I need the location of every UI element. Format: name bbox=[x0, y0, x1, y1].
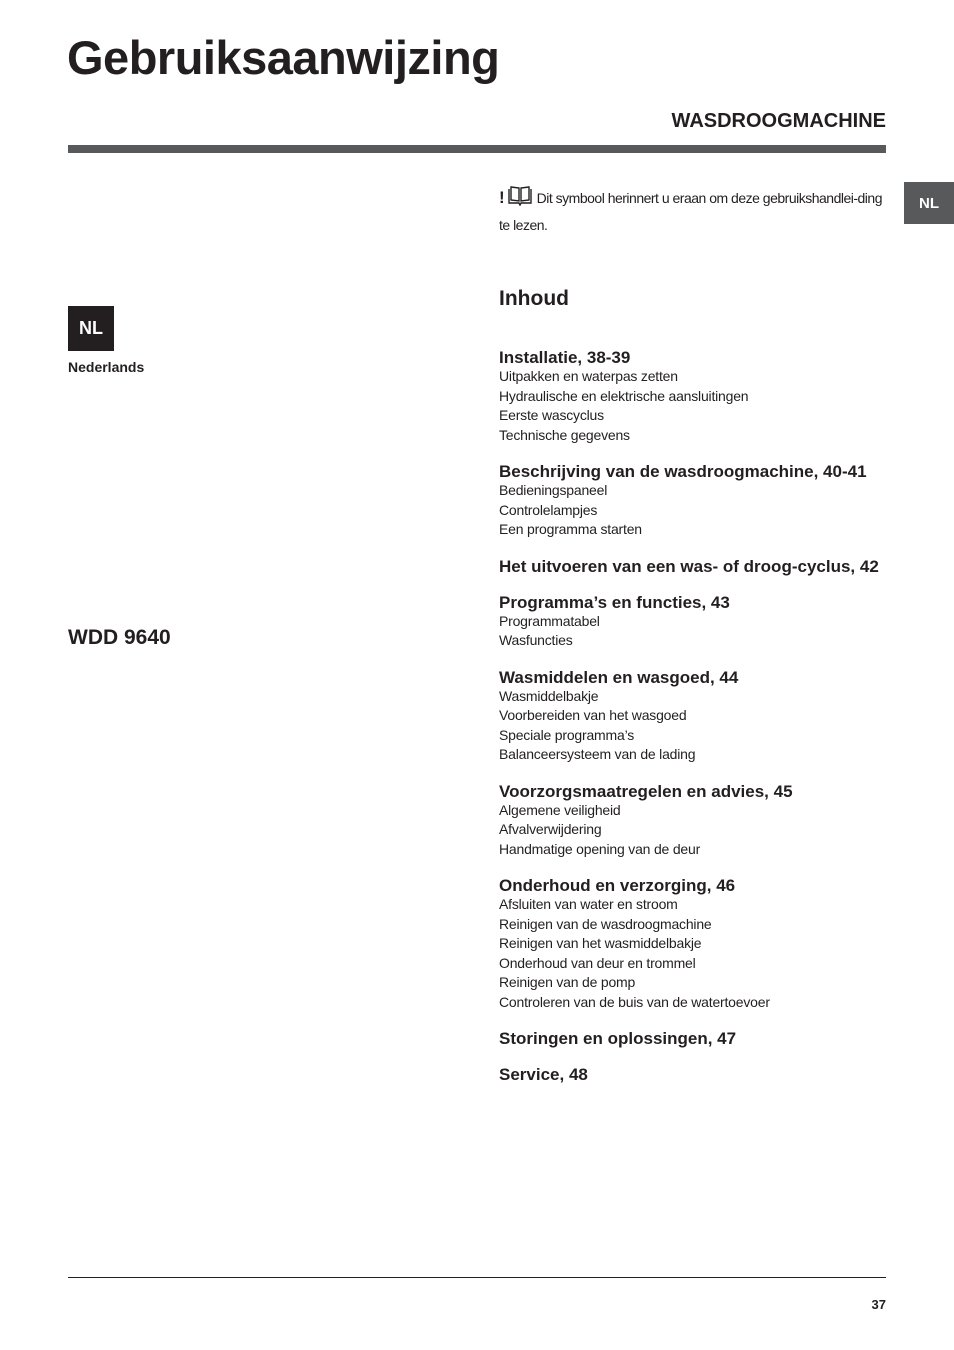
header-rule bbox=[68, 145, 886, 153]
toc-item: Uitpakken en waterpas zetten bbox=[499, 368, 678, 384]
language-name: Nederlands bbox=[68, 359, 145, 375]
notice-text: Dit symbool herinnert u eraan om deze gebruikshandlei-ding te lezen. bbox=[499, 190, 882, 233]
toc-item: Speciale programma’s bbox=[499, 726, 635, 743]
toc-item: Onderhoud van deur en trommel bbox=[499, 954, 696, 971]
side-tab-label: NL bbox=[919, 194, 939, 212]
toc-section bbox=[499, 668, 889, 765]
toc-section bbox=[499, 557, 889, 576]
toc-item: Eerste wascyclus bbox=[499, 407, 604, 423]
toc-item: Technische gegevens bbox=[499, 426, 630, 443]
toc-section bbox=[499, 1029, 889, 1048]
toc-section-title: Beschrijving van de wasdroogmachine, 40-41 bbox=[499, 462, 867, 481]
toc-item: Afvalverwijdering bbox=[499, 821, 602, 837]
toc-section bbox=[499, 1065, 889, 1084]
book-icon bbox=[507, 186, 533, 206]
language-side-tab bbox=[904, 182, 954, 224]
toc-section-title: Wasmiddelen en wasgoed, 44 bbox=[499, 667, 739, 687]
toc-item: Hydraulische en elektrische aansluitingen bbox=[499, 387, 749, 404]
toc-item: Reinigen van de pomp bbox=[499, 974, 636, 990]
toc-item: Bedieningspaneel bbox=[499, 482, 608, 498]
toc-section bbox=[499, 593, 889, 651]
toc-section-title: Service, 48 bbox=[499, 1065, 588, 1084]
toc-item: Een programma starten bbox=[499, 521, 642, 537]
toc-item: Reinigen van het wasmiddelbakje bbox=[499, 935, 702, 951]
toc-section bbox=[499, 876, 889, 1012]
toc-item: Reinigen van de wasdroogmachine bbox=[499, 915, 712, 932]
toc-item: Controleren van de buis van de watertoevoer bbox=[499, 993, 770, 1010]
product-type: WASDROOGMACHINE bbox=[671, 110, 886, 132]
toc-section-title: Programma’s en functies, 43 bbox=[499, 592, 730, 612]
toc-item: Wasfuncties bbox=[499, 632, 573, 648]
page-number: 37 bbox=[871, 1297, 886, 1312]
toc-section bbox=[499, 782, 889, 860]
toc-item: Balanceersysteem van de lading bbox=[499, 746, 696, 762]
toc-heading: Inhoud bbox=[499, 287, 569, 310]
toc-item: Voorbereiden van het wasgoed bbox=[499, 707, 687, 723]
toc-section-title: Onderhoud en verzorging, 46 bbox=[499, 876, 736, 895]
toc-item: Programmatabel bbox=[499, 612, 600, 629]
toc-section-title: Voorzorgsmaatregelen en advies, 45 bbox=[499, 781, 793, 801]
toc-item: Wasmiddelbakje bbox=[499, 687, 599, 704]
page-title: Gebruiksaanwijzing bbox=[67, 31, 500, 84]
read-manual-notice bbox=[499, 184, 889, 239]
language-code: NL bbox=[79, 318, 103, 338]
toc-item: Afsluiten van water en stroom bbox=[499, 896, 678, 912]
toc-item: Handmatige opening van de deur bbox=[499, 840, 701, 857]
model-number: WDD 9640 bbox=[68, 626, 171, 649]
toc-section-title: Het uitvoeren van een was- of droog-cyclus, 42 bbox=[499, 556, 879, 576]
table-of-contents bbox=[499, 348, 889, 1101]
language-badge bbox=[68, 306, 114, 351]
footer-rule bbox=[68, 1277, 886, 1278]
toc-item: Controlelampjes bbox=[499, 501, 598, 518]
exclamation-mark: ! bbox=[499, 188, 505, 207]
toc-section bbox=[499, 348, 889, 445]
toc-item: Algemene veiligheid bbox=[499, 801, 621, 818]
toc-section-title: Storingen en oplossingen, 47 bbox=[499, 1029, 737, 1048]
toc-section bbox=[499, 462, 889, 540]
toc-section-title: Installatie, 38-39 bbox=[499, 348, 631, 367]
